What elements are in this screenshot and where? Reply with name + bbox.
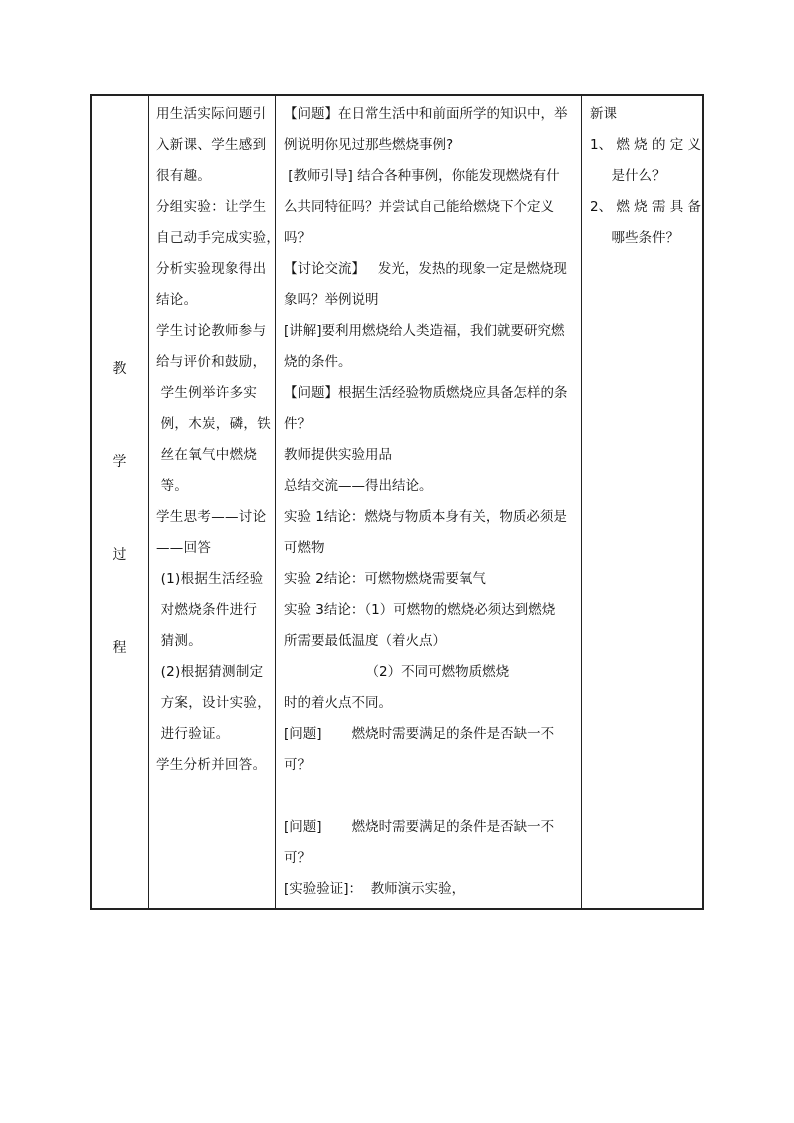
teacher-activity-line: 例说明你见过那些燃烧事例? [284,137,454,153]
student-activity-line: 结论。 [156,292,198,308]
teacher-activity-line: 件？ [284,416,311,432]
teacher-activity-line: 【问题】根据生活经验物质燃烧应具备怎样的条 [284,385,568,401]
student-activity-line: (1)根据生活经验 [156,571,264,587]
teacher-activity-line: 吗？ [284,230,311,246]
student-activity-line: ——回答 [156,540,212,556]
teacher-activity-line: 【问题】在日常生活中和前面所学的知识中，举 [284,106,568,122]
student-activity-line: 学生分析并回答。 [156,757,267,773]
teacher-activity-line: [问题] 燃烧时需要满足的条件是否缺一不 [284,726,555,742]
design-note-line: 1、 燃 烧 的 定 义 [590,137,702,153]
student-activity-line: 例，木炭，磷，铁 [156,416,271,432]
section-label-char: 过 [112,547,127,563]
student-activity-line: 入新课、学生感到 [156,137,267,153]
design-note-line: 哪些条件？ [590,230,679,246]
section-label-char: 程 [112,640,127,656]
teacher-activity-line: 实验 3结论：（1）可燃物的燃烧必须达到燃烧 [284,602,556,618]
teacher-activity-line: [教师引导] 结合各种事例，你能发现燃烧有什 [284,168,560,184]
teacher-activity-line: 【讨论交流】 发光，发热的现象一定是燃烧现 [284,261,567,277]
section-label-char: 教 [112,361,127,377]
student-activity-line: 方案，设计实验， [156,695,271,711]
teacher-activity-line: [讲解]要利用燃烧给人类造福，我们就要研究燃 [284,323,565,339]
design-note-line: 是什么？ [590,168,666,184]
teacher-activity-line: 总结交流——得出结论。 [284,478,433,494]
design-note-line: 新课 [590,106,617,122]
teacher-activity-line: 时的着火点不同。 [284,695,392,711]
teacher-activity-line: 烧的条件。 [284,354,352,370]
teacher-activity-line: 可？ [284,757,311,773]
student-activity-line: 学生思考——讨论 [156,509,267,525]
section-label-column [92,96,149,908]
teacher-activity-line: 实验 2结论：可燃物燃烧需要氧气 [284,571,486,587]
design-note-line: 2、 燃 烧 需 具 备 [590,199,702,215]
student-activity-line: 学生例举许多实 [156,385,258,401]
teacher-activity-line: 可？ [284,850,311,866]
design-notes-column [582,96,702,908]
student-activity-line: 用生活实际问题引 [156,106,267,122]
student-activity-line: 对燃烧条件进行 [156,602,258,618]
teacher-activity-line: 象吗？举例说明 [284,292,379,308]
teacher-activity-column [276,96,582,908]
lesson-process-table [90,94,704,910]
student-activity-line: 等。 [156,478,189,494]
teacher-activity-line: [问题] 燃烧时需要满足的条件是否缺一不 [284,819,555,835]
teacher-activity-line: 所需要最低温度（着火点） [284,633,446,649]
teacher-activity-line: [实验验证]： 教师演示实验， [284,881,466,897]
teacher-activity-line: 么共同特征吗？并尝试自己能给燃烧下个定义 [284,199,554,215]
student-activity-line: 分组实验：让学生 [156,199,267,215]
student-activity-line: 进行验证。 [156,726,230,742]
student-activity-line: 分析实验现象得出 [156,261,267,277]
teacher-activity-line: 教师提供实验用品 [284,447,392,463]
teacher-activity-line: 实验 1结论：燃烧与物质本身有关，物质必须是 [284,509,567,525]
teacher-activity-line: （2）不同可燃物质燃烧 [284,664,510,680]
teacher-activity-line: 可燃物 [284,540,325,556]
student-activity-line: 很有趣。 [156,168,212,184]
student-activity-line: 给与评价和鼓励， [156,354,267,370]
student-activity-line: 丝在氧气中燃烧 [156,447,258,463]
student-activity-line: 自己动手完成实验， [156,230,281,246]
student-activity-line: 猜测。 [156,633,202,649]
student-activity-column [149,96,281,908]
section-label-char: 学 [112,454,127,470]
student-activity-line: 学生讨论教师参与 [156,323,267,339]
student-activity-line: (2)根据猜测制定 [156,664,264,680]
